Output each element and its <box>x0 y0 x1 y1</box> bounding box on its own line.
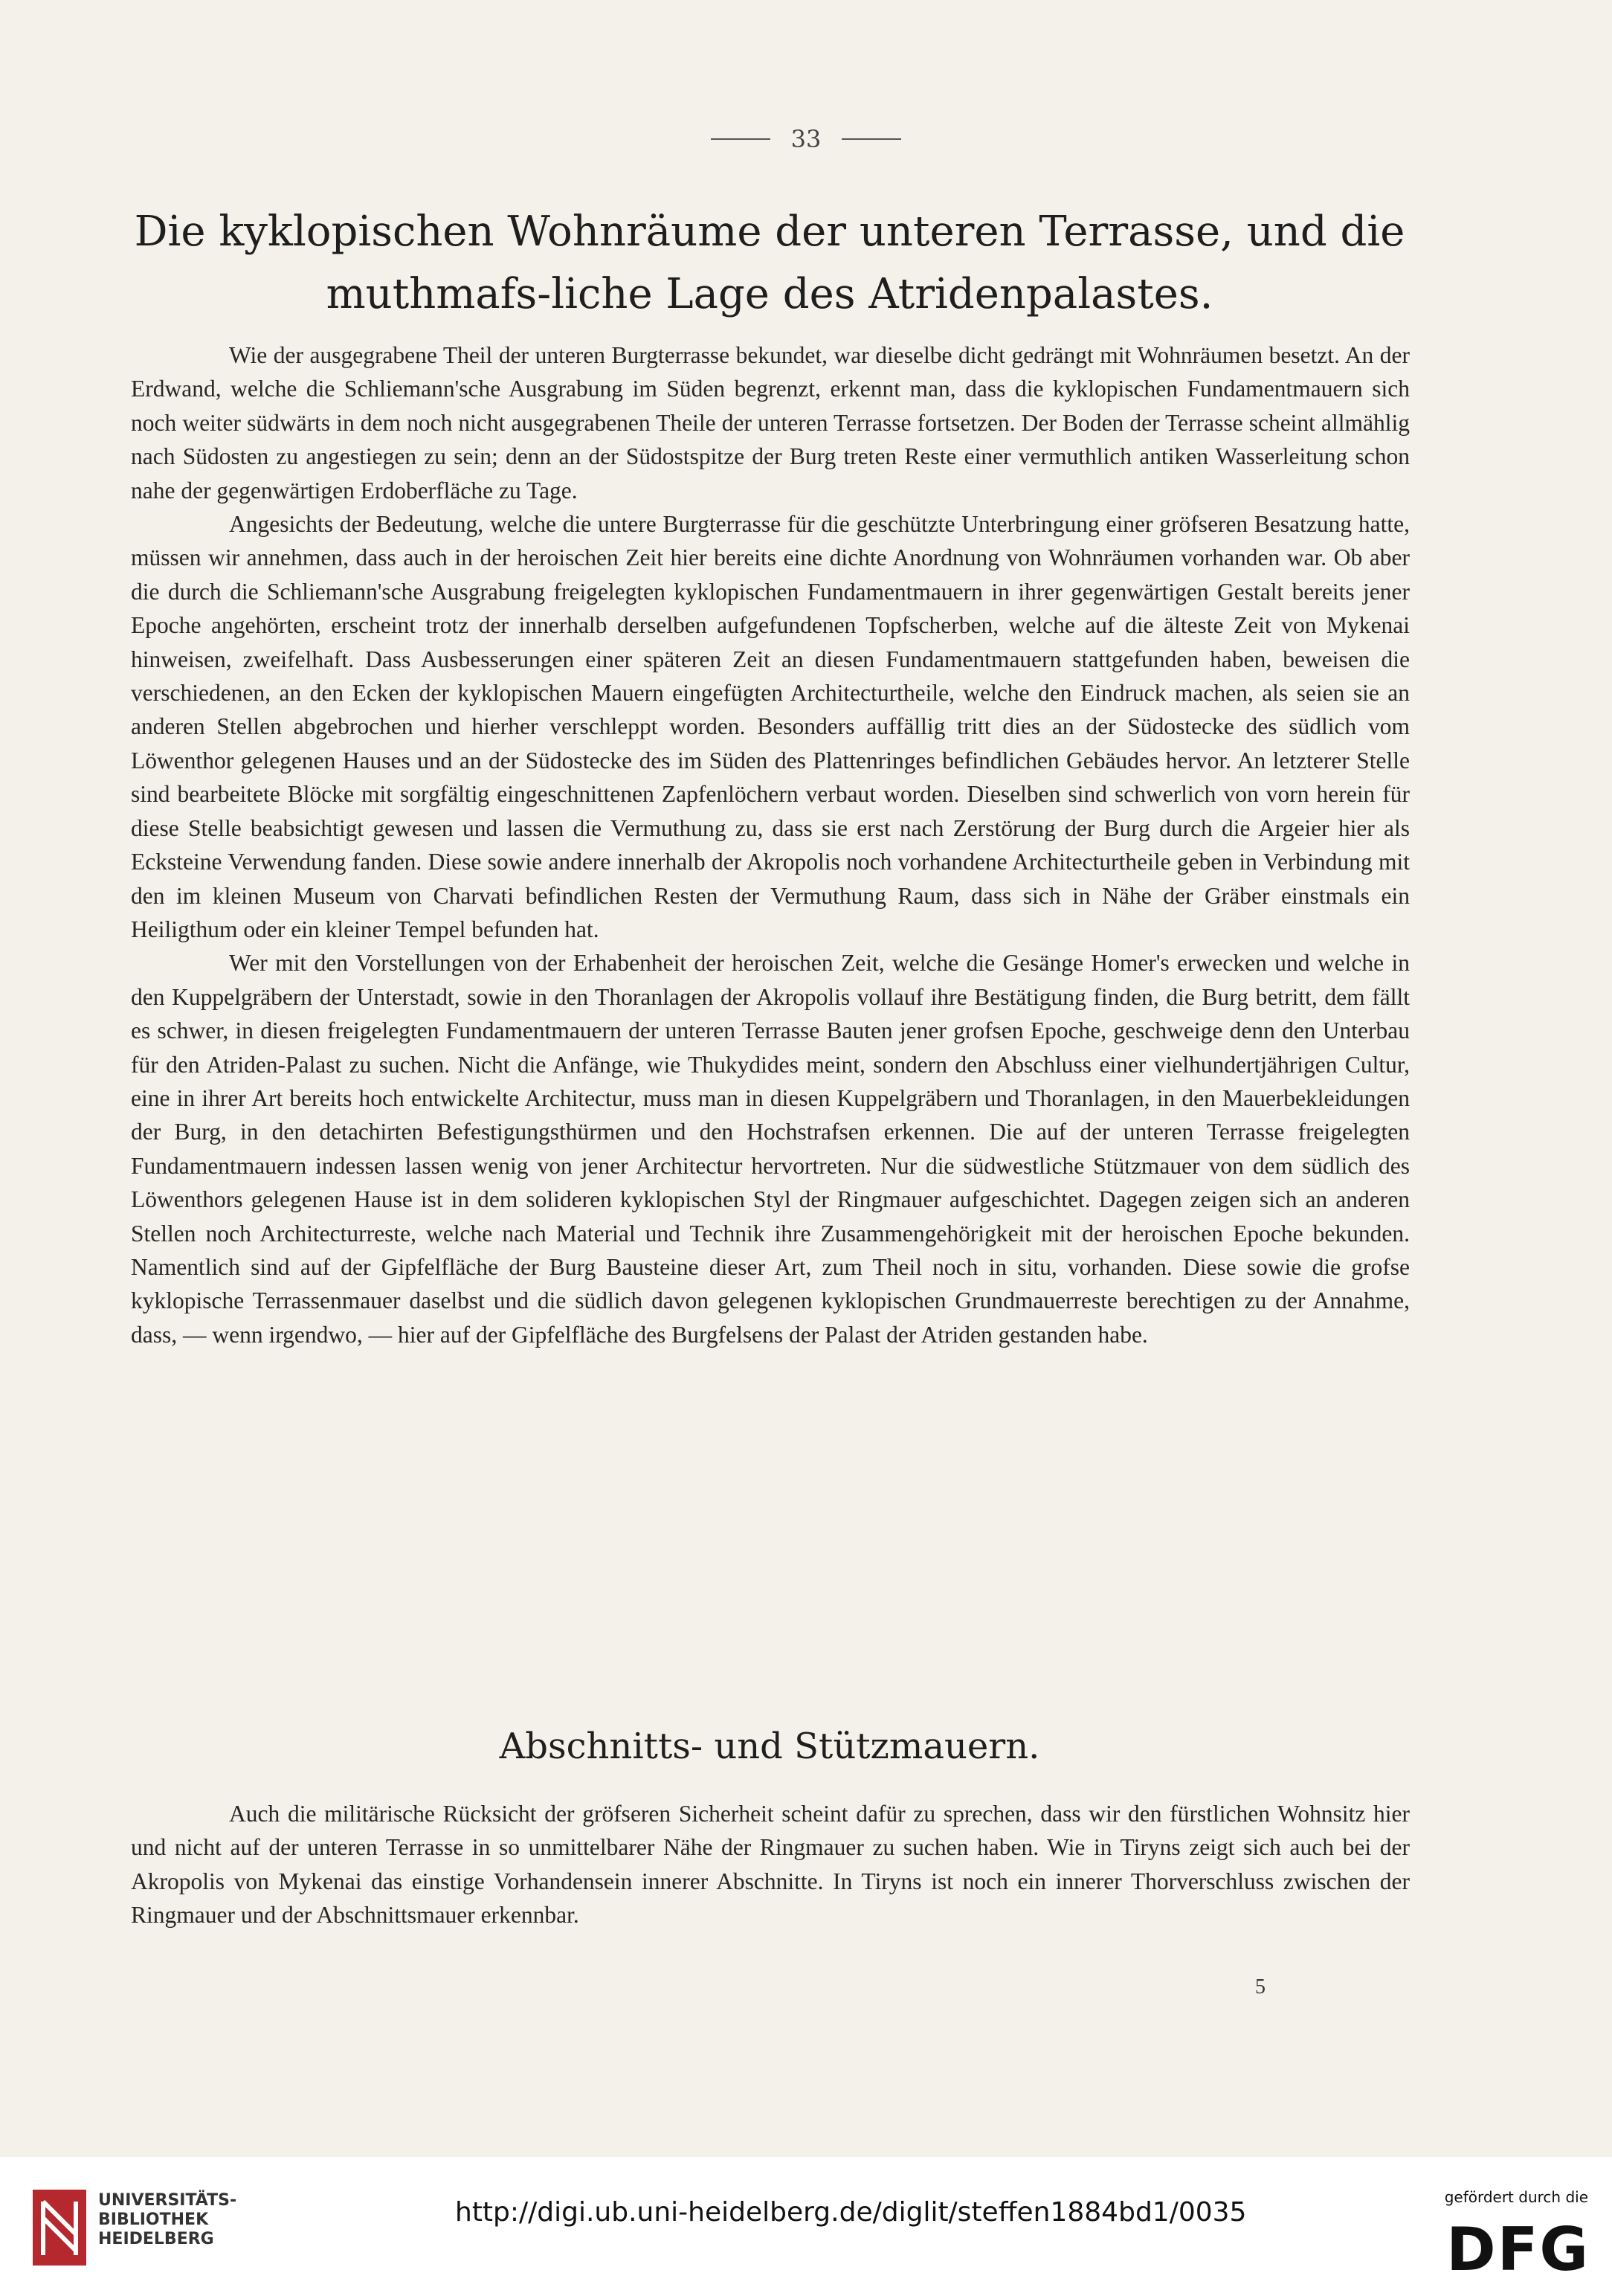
digitization-footer <box>0 2157 1612 2296</box>
library-name <box>98 2191 236 2249</box>
section-2-body <box>131 1797 1410 1932</box>
funded-by-label: gefördert durch die <box>1444 2188 1588 2206</box>
library-name-line: HEIDELBERG <box>98 2230 214 2248</box>
library-name-line: UNIVERSITÄTS- <box>98 2191 237 2210</box>
dfg-logo: DFG <box>1446 2215 1590 2284</box>
paragraph: Angesichts der Bedeutung, welche die untere Burgterrasse für die geschützte Unterbringung einer gröfseren Besatzung hatte, müssen wir annehmen, dass auch in der heroischen Zeit hier bereits eine dichte Anordnung von Wohnräumen vorhanden war. Ob aber die durch die Schliemann'sche Ausgrabung freigelegten kyklopischen Fundamentmauern in ihrer gegenwärtigen Gestalt bereits jener Epoche angehörten, erscheint trotz der innerhalb derselben aufgefundenen Topfscherben, welche auf die älteste Zeit von Mykenai hinweisen, zweifelhaft. Dass Ausbesserungen einer späteren Zeit an diesen Fundamentmauern stattgefunden haben, beweisen die verschiedenen, an den Ecken der kyklopischen Mauern eingefügten Architecturtheile, welche den Eindruck machen, als seien sie an anderen Stellen abgebrochen und hierher verschleppt worden. Besonders auffällig tritt dies an der Südostecke des südlich vom Löwenthor gelegenen Hauses und an der Südostecke des im Süden des Plattenringes befindlichen Gebäudes hervor. An letzterer Stelle sind bearbeitete Blöcke mit sorgfältig eingeschnittenen Zapfenlöchern verbaut worden. Dieselben sind schwerlich von vorn herein für diese Stelle beabsichtigt gewesen und lassen die Vermuthung zu, dass sie erst nach Zerstörung der Burg durch die Argeier hier als Ecksteine Verwendung fanden. Diese sowie andere innerhalb der Akropolis noch vorhandene Architecturtheile geben in Verbindung mit den im kleinen Museum von Charvati befindlichen Resten der Vermuthung Raum, dass sich in Nähe der Gräber einstmals ein Heiligthum oder ein kleiner Tempel befunden hat. <box>131 511 1410 942</box>
paragraph: Wie der ausgegrabene Theil der unteren Burgterrasse bekundet, war dieselbe dicht gedrängt mit Wohnräumen besetzt. An der Erdwand, welche die Schliemann'sche Ausgrabung im Süden begrenzt, erkennt man, dass die kyklopischen Fundamentmauern sich noch weiter südwärts in dem noch nicht ausgegrabenen Theile der unteren Terrasse fortsetzen. Der Boden der Terrasse scheint allmählig nach Südosten zu angestiegen zu sein; denn an der Südostspitze der Burg treten Reste einer vermuthlich antiken Wasserleitung schon nahe der gegenwärtigen Erdoberfläche zu Tage. <box>131 342 1410 504</box>
chapter-title: Die kyklopischen Wohnräume der unteren Terrasse, und die muthmafs-liche Lage des Atridenpalastes. <box>134 208 1405 318</box>
page-header <box>0 125 1612 153</box>
page-number: 33 <box>790 125 822 153</box>
library-name-line: BIBLIOTHEK <box>98 2210 209 2229</box>
header-rule-right <box>842 138 901 140</box>
section-1-body <box>131 338 1410 1351</box>
signature-mark: 5 <box>1255 1975 1266 1998</box>
header-rule-left <box>711 138 770 140</box>
paragraph: Auch die militärische Rücksicht der gröfseren Sicherheit scheint dafür zu sprechen, dass wir den fürstlichen Wohnsitz hier und nicht auf der unteren Terrasse in so unmittelbarer Nähe der Ringmauer zu suchen haben. Wie in Tiryns zeigt sich auch bei der Akropolis von Mykenai das einstige Vorhandensein innerer Abschnitte. In Tiryns ist noch ein innerer Thorverschluss zwischen der Ringmauer und der Abschnittsmauer erkennbar. <box>131 1801 1410 1929</box>
section-heading: Abschnitts- und Stützmauern. <box>499 1726 1040 1767</box>
paragraph: Wer mit den Vorstellungen von der Erhabenheit der heroischen Zeit, welche die Gesänge Homer's erwecken und welche in den Kuppelgräbern der Unterstadt, sowie in den Thoranlagen der Akropolis vollauf ihre Bestätigung finden, die Burg betritt, dem fällt es schwer, in diesen freigelegten Fundamentmauern der unteren Terrasse Bauten jener grofsen Epoche, geschweige denn den Unterbau für den Atriden-Palast zu suchen. Nicht die Anfänge, wie Thukydides meint, sondern den Abschluss einer vielhundertjährigen Cultur, eine in ihrer Art bereits hoch entwickelte Architectur, muss man in diesen Kuppelgräbern und Thoranlagen, in den Mauerbekleidungen der Burg, in den detachirten Befestigungsthürmen und den Hochstrafsen erkennen. Die auf der unteren Terrasse freigelegten Fundamentmauern indessen lassen wenig von jener Architectur hervortreten. Nur die südwestliche Stützmauer von dem südlich des Löwenthors gelegenen Hause ist in dem solideren kyklopischen Styl der Ringmauer aufgeschichtet. Dagegen zeigen sich an anderen Stellen noch Architecturreste, welche nach Material und Technik ihre Zusammengehörigkeit mit der heroischen Epoche bekunden. Namentlich sind auf der Gipfelfläche der Burg Bausteine dieser Art, zum Theil noch in situ, vorhanden. Diese sowie die grofse kyklopische Terrassenmauer daselbst und die südlich davon gelegenen kyklopischen Grundmauerreste berechtigen zu der Annahme, dass, — wenn irgendwo, — hier auf der Gipfelfläche des Burgfelsens der Palast der Atriden gestanden habe. <box>131 950 1410 1348</box>
ub-heidelberg-logo-icon <box>30 2187 89 2268</box>
permalink[interactable]: http://digi.ub.uni-heidelberg.de/diglit/steffen1884bd1/0035 <box>455 2197 1247 2228</box>
